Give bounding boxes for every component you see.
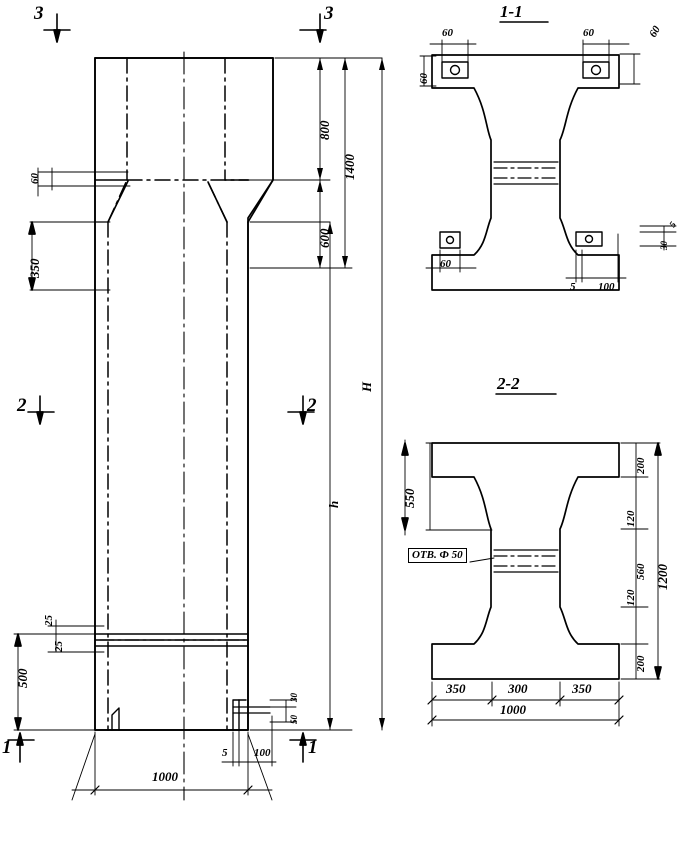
dim-2-2-right-1200: 1200 [655,564,670,590]
dim-1-1-top-left-60b: 60 [418,73,430,84]
dim-2-2-left-550: 550 [402,488,417,508]
mark-1-right: 1 [308,737,318,758]
dim-2-2-bot-1000: 1000 [500,702,526,717]
section-title-1-1: 1-1 [500,2,523,21]
dim-h: h [326,500,341,508]
dim-H: H [359,381,374,392]
dim-30-right: 30 [289,693,299,702]
dim-800: 800 [317,120,332,140]
dim-width-1000: 1000 [152,769,178,784]
dim-5-bottom: 5 [222,747,228,759]
mark-2-left: 2 [17,395,27,416]
dim-500: 500 [15,668,30,688]
dim-1-1-bot-left-60: 60 [440,258,451,270]
dim-25-b: 25 [53,641,65,652]
dim-2-2-bot-350-left: 350 [446,681,466,696]
dim-1400: 1400 [342,154,357,180]
dim-2-2-right-200-bot: 200 [635,655,647,672]
dim-350: 350 [27,258,42,278]
dim-1-1-top-right-60: 60 [583,27,594,39]
dim-600: 600 [317,228,332,248]
mark-1-left: 1 [2,737,12,758]
dim-1-1-bot-right-30: 30 [659,241,669,250]
mark-2-right: 2 [307,395,317,416]
dim-2-2-right-120-top: 120 [625,510,637,527]
dim-60-left: 60 [29,173,41,184]
dim-1-1-bot-100: 100 [598,281,615,293]
dim-1-1-top-right-60b: 60 [647,23,664,40]
mark-3-left: 3 [34,3,44,24]
dim-1-1-bot-5: 5 [570,281,576,293]
dim-2-2-right-200-top: 200 [635,457,647,474]
dim-50-right: 50 [289,715,299,724]
dim-2-2-right-120-bot: 120 [625,589,637,606]
dim-2-2-bot-300: 300 [508,681,528,696]
mark-3-right: 3 [324,3,334,24]
note-opening-diameter: ОТВ. Ф 50 [408,548,467,563]
section-title-2-2: 2-2 [497,374,520,393]
dim-2-2-bot-350-right: 350 [572,681,592,696]
dim-25-a: 25 [43,615,55,626]
dim-100-bottom: 100 [254,747,271,759]
dim-1-1-bot-right-5: 5 [667,219,678,230]
dim-2-2-right-560: 560 [635,563,647,580]
dim-1-1-top-left-60: 60 [442,27,453,39]
